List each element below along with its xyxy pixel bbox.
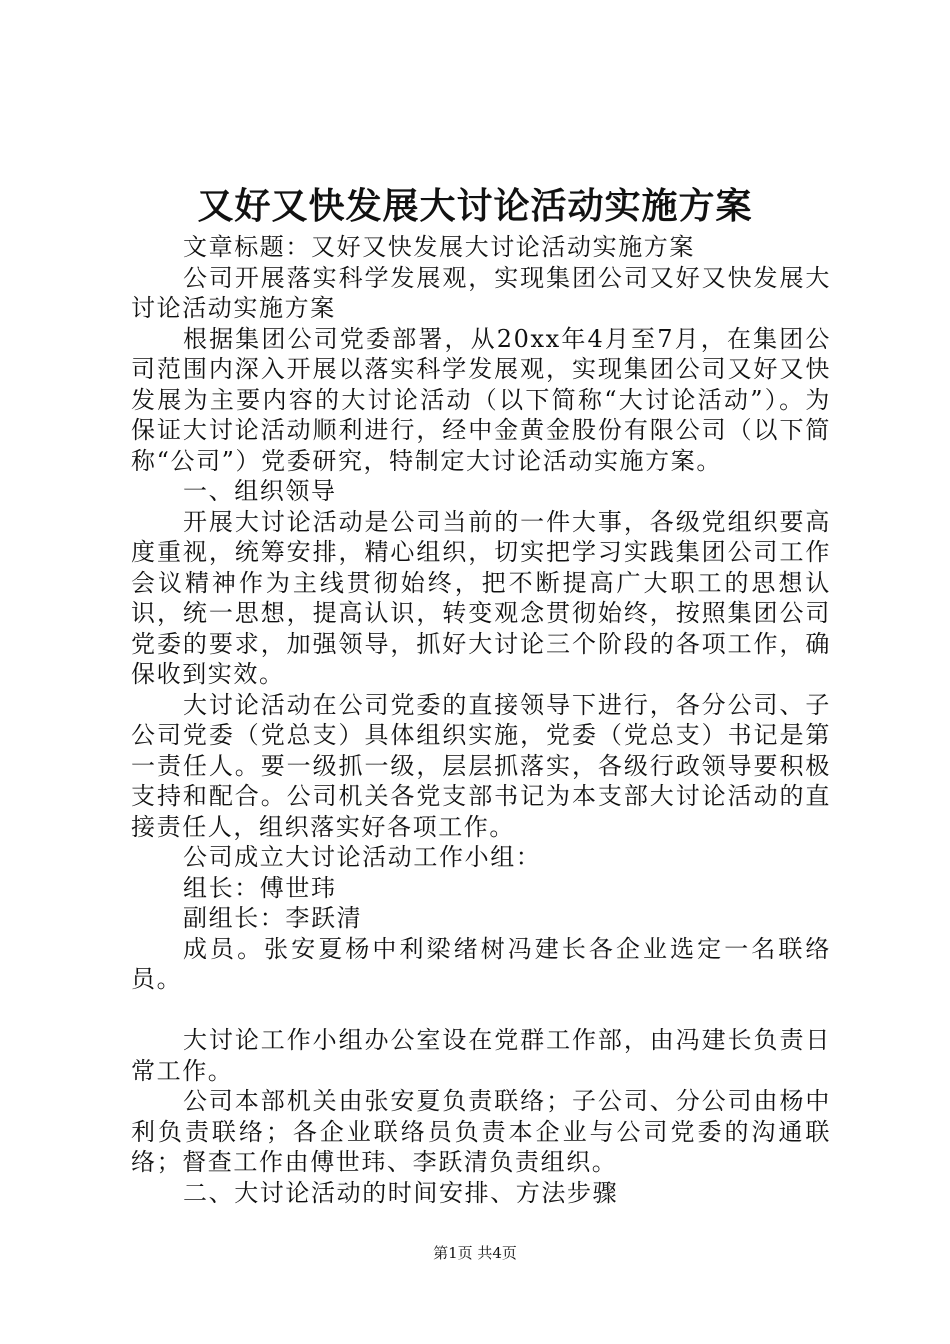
paragraph-organization: 开展大讨论活动是公司当前的一件大事，各级党组织要高度重视，统筹安排，精心组织，切实把学习实践集团公司工作会议精神作为主线贯彻始终，把不断提高广大职工的思想认识，统一思想，提高认识，转变观念贯彻始终，按照集团公司党委的要求，加强领导，抓好大讨论三个阶段的各项工作，确保收到实效。 xyxy=(131,507,831,688)
section-heading-schedule: 二、大讨论活动的时间安排、方法步骤 xyxy=(183,1178,619,1207)
blank-line xyxy=(131,995,831,1026)
paragraph-deputy-leader: 副组长：李跃清 xyxy=(183,904,363,932)
paragraph-article-title: 文章标题：又好又快发展大讨论活动实施方案 xyxy=(183,233,695,261)
paragraph-responsibility: 大讨论活动在公司党委的直接领导下进行，各分公司、子公司党委（党总支）具体组织实施，党委（党总支）书记是第一责任人。要一级抓一级，层层抓落实，各级行政领导要积极支持和配合。公司机关各党支部书记为本支部大讨论活动的直接责任人，组织落实好各项工作。 xyxy=(131,690,831,841)
paragraph-liaison: 公司本部机关由张安夏负责联络；子公司、分公司由杨中利负责联络；各企业联络员负责本企业与公司党委的沟通联络；督查工作由傅世玮、李跃清负责组织。 xyxy=(131,1087,831,1176)
page-footer: 第1页 共4页 xyxy=(433,1244,517,1262)
paragraph-heading: 公司开展落实科学发展观，实现集团公司又好又快发展大讨论活动实施方案 xyxy=(131,263,831,322)
paragraph-working-group: 公司成立大讨论活动工作小组： xyxy=(183,843,542,871)
paragraph-intro: 根据集团公司党委部署，从20xx年4月至7月，在集团公司范围内深入开展以落实科学发展观，实现集团公司又好又快发展为主要内容的大讨论活动（以下简称“大讨论活动”）。为保证大讨论活动顺利进行，经中金黄金股份有限公司（以下简称“公司”）党委研究，特制定大讨论活动实施方案。 xyxy=(131,324,831,475)
document-body xyxy=(131,232,831,1208)
paragraph-members: 成员。张安夏杨中利梁绪树冯建长各企业选定一名联络员。 xyxy=(131,934,831,993)
section-heading-organization: 一、组织领导 xyxy=(183,477,337,505)
document-title: 又好又快发展大讨论活动实施方案 xyxy=(197,185,753,227)
paragraph-office: 大讨论工作小组办公室设在党群工作部，由冯建长负责日常工作。 xyxy=(131,1026,831,1085)
paragraph-group-leader: 组长：傅世玮 xyxy=(183,873,337,902)
